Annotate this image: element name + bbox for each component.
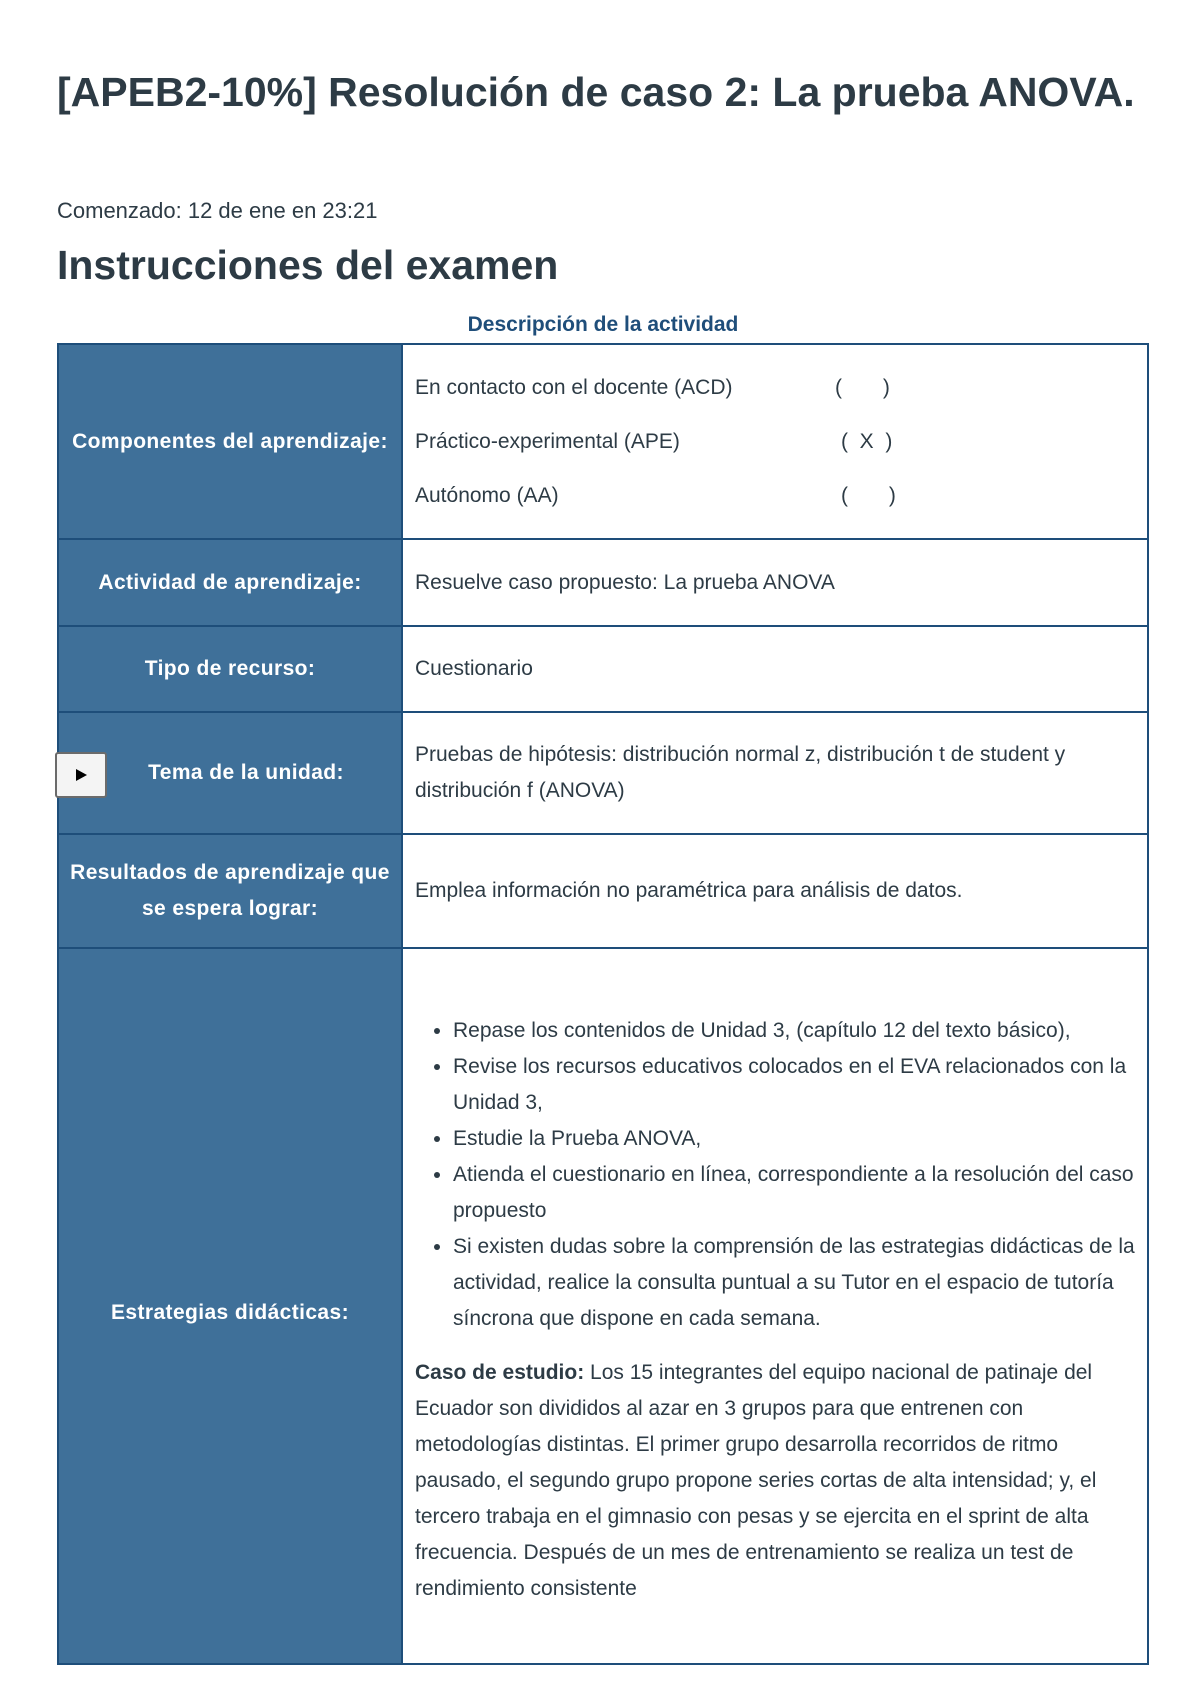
table-row	[58, 539, 1148, 626]
activity-description-table	[57, 343, 1149, 1665]
strategies-list	[415, 1013, 1135, 1337]
resource-label: Tipo de recurso:	[58, 626, 402, 712]
activity-value: Resuelve caso propuesto: La prueba ANOVA	[402, 539, 1148, 626]
started-timestamp: Comenzado: 12 de ene en 23:21	[57, 198, 378, 223]
case-study-text: Los 15 integrantes del equipo nacional de patinaje del Ecuador son divididos al azar en 3 grupos para que entrenen con metodologías distintas. El primer grupo desarrolla recorridos de ritmo pausado, el segundo grupo propone series cortas de alta intensidad; y, el tercero trabaja en el gimnasio con pesas y se ejercita en el sprint de alta frecuencia. Después de un mes de entrenamiento se realiza un test de rendimiento consistente	[415, 1361, 1097, 1600]
table-row	[58, 626, 1148, 712]
quiz-title: [APEB2-10%] Resolución de caso 2: La prueba ANOVA.	[57, 69, 1135, 115]
component-mark: ( X )	[841, 429, 893, 453]
component-name: En contacto con el docente (ACD)	[415, 375, 733, 399]
list-item: • Estudie la Prueba ANOVA,	[453, 1121, 1135, 1157]
component-name: Autónomo (AA)	[415, 483, 559, 507]
component-name: Práctico-experimental (APE)	[415, 429, 680, 453]
results-label: Resultados de aprendizaje que se espera lograr:	[58, 834, 402, 948]
strategies-label: Estrategias didácticas:	[58, 948, 402, 1664]
component-mark: ( )	[835, 375, 890, 399]
table-caption: Descripción de la actividad	[467, 313, 739, 336]
table-row	[58, 344, 1148, 539]
component-item	[415, 469, 1135, 523]
strategies-value	[402, 948, 1148, 1664]
topic-label: Tema de la unidad:	[58, 712, 402, 834]
list-item: • Repase los contenidos de Unidad 3, (capítulo 12 del texto básico),	[453, 1013, 1135, 1049]
table-row	[58, 948, 1148, 1664]
results-value: Emplea información no paramétrica para análisis de datos.	[402, 834, 1148, 948]
list-item: • Atienda el cuestionario en línea, correspondiente a la resolución del caso propuesto	[453, 1157, 1135, 1229]
components-label: Componentes del aprendizaje:	[58, 344, 402, 539]
components-value	[402, 344, 1148, 539]
list-item: • Revise los recursos educativos colocados en el EVA relacionados con la Unidad 3,	[453, 1049, 1135, 1121]
list-item: • Si existen dudas sobre la comprensión de las estrategias didácticas de la actividad, realice la consulta puntual a su Tutor en el espacio de tutoría síncrona que dispone en cada semana.	[453, 1229, 1135, 1337]
instructions-heading: Instrucciones del examen	[57, 242, 559, 288]
table-row	[58, 834, 1148, 948]
activity-label: Actividad de aprendizaje:	[58, 539, 402, 626]
component-item	[415, 361, 1135, 415]
component-item	[415, 415, 1135, 469]
topic-value: Pruebas de hipótesis: distribución normal z, distribución t de student y distribución f (ANOVA)	[402, 712, 1148, 834]
play-button[interactable]	[55, 752, 107, 798]
resource-value: Cuestionario	[402, 626, 1148, 712]
case-study	[415, 1355, 1135, 1607]
case-study-label: Caso de estudio:	[415, 1361, 585, 1384]
component-mark: ( )	[841, 483, 896, 507]
table-row	[58, 712, 1148, 834]
play-icon	[74, 768, 88, 782]
